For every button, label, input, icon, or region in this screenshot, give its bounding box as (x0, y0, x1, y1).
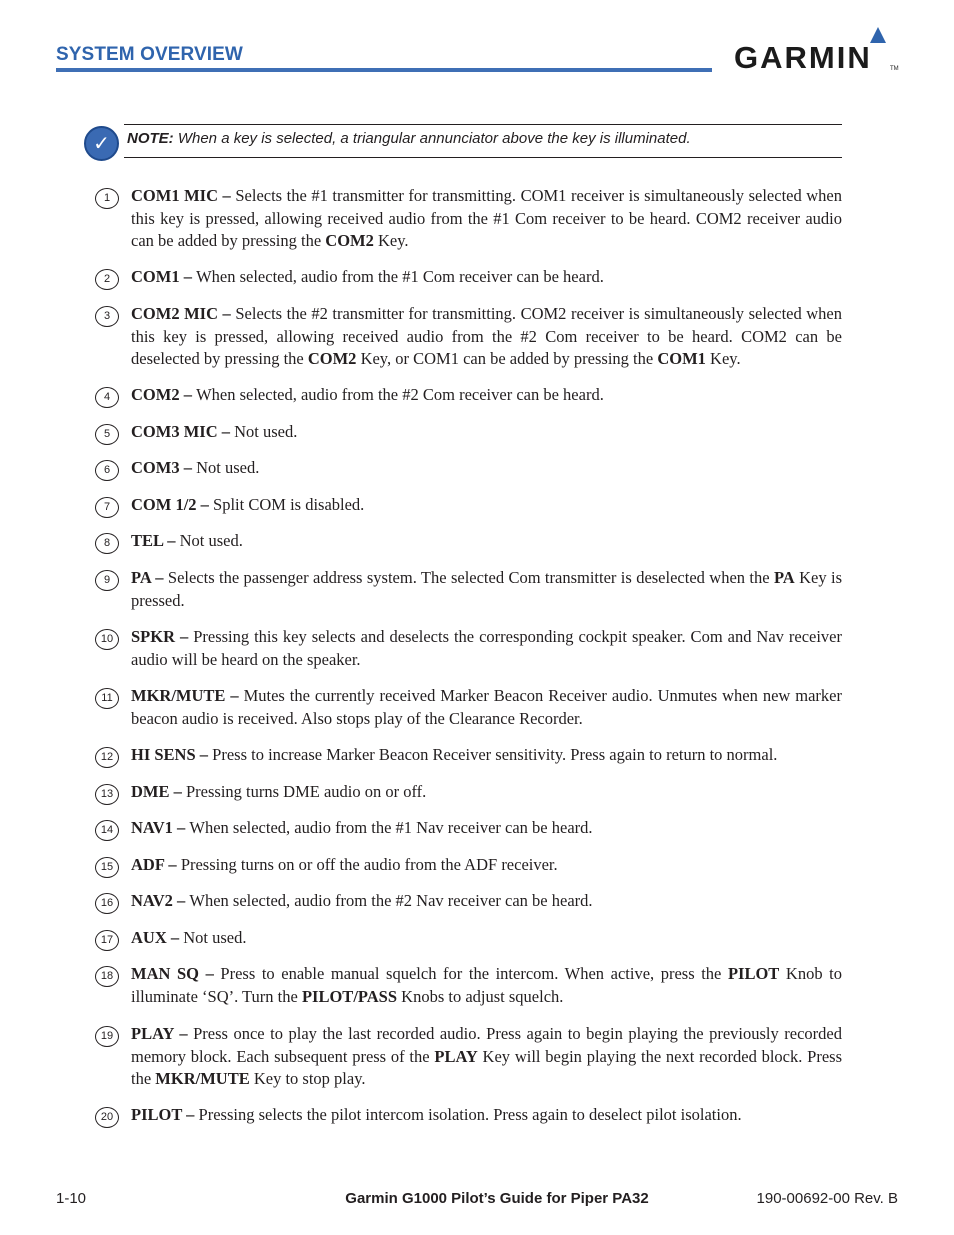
garmin-triangle-icon (870, 27, 886, 43)
item-number-badge: 9 (95, 570, 119, 591)
key-name: DME – (131, 782, 186, 801)
item-number-badge: 16 (95, 893, 119, 914)
item-number-badge: 7 (95, 497, 119, 518)
item-description (131, 890, 842, 913)
key-name: SPKR – (131, 627, 194, 646)
item-number-badge: 4 (95, 387, 119, 408)
key-name: PILOT (727, 964, 780, 983)
item-number-badge: 19 (95, 1026, 119, 1047)
description-text: When selected, audio from the #2 Nav receiver can be heard. (189, 891, 593, 910)
description-text: When selected, audio from the #1 Com receiver can be heard. (196, 267, 604, 286)
item-number-badge: 18 (95, 966, 119, 987)
description-text: Not used. (234, 422, 298, 441)
description-text: When selected, audio from the #2 Com receiver can be heard. (196, 385, 604, 404)
description-text: Press to enable manual squelch for the intercom. When active, press the (220, 964, 728, 983)
description-text: Not used. (196, 458, 260, 477)
item-number-badge: 20 (95, 1107, 119, 1128)
item-description (131, 494, 842, 517)
item-description (131, 781, 842, 804)
note-icon: ✓ (84, 126, 119, 161)
key-name: COM1 (657, 349, 706, 368)
item-number-badge: 6 (95, 460, 119, 481)
description-text: Key will begin playing the next recorded block. Press the (131, 1046, 842, 1088)
key-name: PA (773, 568, 795, 587)
key-name: PILOT/PASS (301, 986, 398, 1006)
item-number-badge: 3 (95, 306, 119, 327)
key-name: COM3 MIC – (131, 422, 235, 441)
item-number-badge: 14 (95, 820, 119, 841)
description-text: Press to increase Marker Beacon Receiver sensitivity. Press again to return to normal. (212, 745, 778, 764)
key-name: NAV2 – (131, 891, 190, 910)
note-text (127, 128, 842, 150)
item-description (131, 384, 842, 407)
note-label: NOTE: (127, 130, 174, 147)
item-description (131, 685, 842, 730)
item-number-badge: 1 (95, 188, 119, 209)
item-number-badge: 5 (95, 424, 119, 445)
key-name: MKR/MUTE (155, 1069, 250, 1088)
key-name: COM2 MIC – (131, 304, 236, 323)
item-number-badge: 12 (95, 747, 119, 768)
description-text: Mutes the currently received Marker Beacon Receiver audio. Unmutes when new marker beacon audio is received. Also stops play of the Clearance Recorder. (131, 686, 842, 728)
description-text: Press once to play the last recorded audio. Press again to begin playing the previously recorded memory block. Each subsequent press of the (131, 1024, 842, 1066)
item-description (131, 854, 842, 877)
key-name: COM1 – (131, 267, 197, 286)
description-text: Not used. (179, 531, 243, 550)
item-number-badge: 8 (95, 533, 119, 554)
item-description (131, 457, 842, 480)
key-name: NAV1 – (131, 818, 190, 837)
item-number-badge: 11 (95, 688, 119, 709)
key-name: COM2 – (131, 385, 197, 404)
key-name: MAN SQ – (131, 964, 221, 983)
key-name: HI SENS – (131, 745, 213, 764)
item-description (131, 303, 842, 371)
footer-doc-number: 190-00692-00 Rev. B (756, 1190, 898, 1207)
item-number-badge: 2 (95, 269, 119, 290)
key-name: COM1 MIC – (131, 186, 236, 205)
item-description (131, 567, 842, 612)
item-description (131, 963, 842, 1008)
item-number-badge: 15 (95, 857, 119, 878)
key-name: TEL – (131, 531, 180, 550)
item-description (131, 817, 842, 840)
item-description (131, 266, 842, 289)
description-text: Key is pressed. (131, 568, 842, 610)
key-name: PILOT – (131, 1105, 199, 1124)
key-name: MKR/MUTE – (131, 686, 244, 705)
description-text: Selects the #1 transmitter for transmitting. COM1 receiver is simultaneously selected when this key is pressed, allowing received audio from the #1 Com receiver to be heard. COM2 receiver audio can be added by pressing the (131, 186, 843, 250)
description-text: Pressing this key selects and deselects the corresponding cockpit speaker. Com and Nav receiver audio will be heard on the speaker. (131, 627, 842, 669)
description-text: Not used. (183, 928, 247, 947)
footer-title: Garmin G1000 Pilot’s Guide for Piper PA32 (345, 1190, 649, 1207)
description-text: Pressing turns DME audio on or off. (186, 782, 427, 801)
item-description (131, 744, 842, 767)
item-description (131, 421, 842, 444)
section-title: SYSTEM OVERVIEW (56, 44, 243, 65)
item-description (131, 1104, 842, 1127)
item-description (131, 530, 842, 553)
header-rule (56, 68, 712, 72)
key-name: COM2 (325, 231, 374, 250)
key-name: COM2 (307, 349, 357, 368)
description-text: Selects the #2 transmitter for transmitting. COM2 receiver is simultaneously selected when this key is pressed, allowing received audio from the #2 Com receiver to be heard. COM2 can be deselected by pressing the (131, 304, 843, 368)
description-text: When selected, audio from the #1 Nav receiver can be heard. (189, 818, 593, 837)
description-text: Key, or COM1 can be added by pressing the (356, 349, 658, 368)
item-number-badge: 13 (95, 784, 119, 805)
footer-page-number: 1-10 (56, 1190, 87, 1207)
note-bottom-rule (124, 157, 842, 158)
key-name: PA – (131, 568, 168, 587)
item-description (131, 185, 842, 253)
garmin-logo (734, 27, 898, 77)
item-description (131, 1023, 842, 1091)
description-text: Pressing selects the pilot intercom isolation. Press again to deselect pilot isolation. (198, 1105, 742, 1124)
description-text: Selects the passenger address system. The selected Com transmitter is deselected when the (167, 568, 774, 587)
key-name: ADF – (131, 855, 181, 874)
item-number-badge: 17 (95, 930, 119, 951)
item-number-badge: 10 (95, 629, 119, 650)
item-description (131, 927, 842, 950)
logo-trademark: TM (890, 66, 899, 72)
description-text: Knob to illuminate ‘SQ’. Turn the (131, 964, 842, 1006)
item-description (131, 626, 842, 671)
description-text: Key. (373, 231, 409, 250)
description-text: Key. (705, 349, 741, 368)
description-text: Key to stop play. (249, 1069, 366, 1088)
description-text: Pressing turns on or off the audio from the ADF receiver. (180, 855, 558, 874)
note-top-rule (124, 124, 842, 125)
key-name: PLAY (434, 1046, 478, 1066)
key-name: PLAY – (131, 1024, 194, 1043)
logo-text: GARMIN (734, 40, 872, 75)
note-body: When a key is selected, a triangular annunciator above the key is illuminated. (173, 130, 691, 147)
key-name: COM 1/2 – (131, 495, 214, 514)
key-name: COM3 – (131, 458, 197, 477)
description-text: Knobs to adjust squelch. (397, 986, 564, 1006)
description-text: Split COM is disabled. (213, 495, 365, 514)
key-name: AUX – (131, 928, 184, 947)
